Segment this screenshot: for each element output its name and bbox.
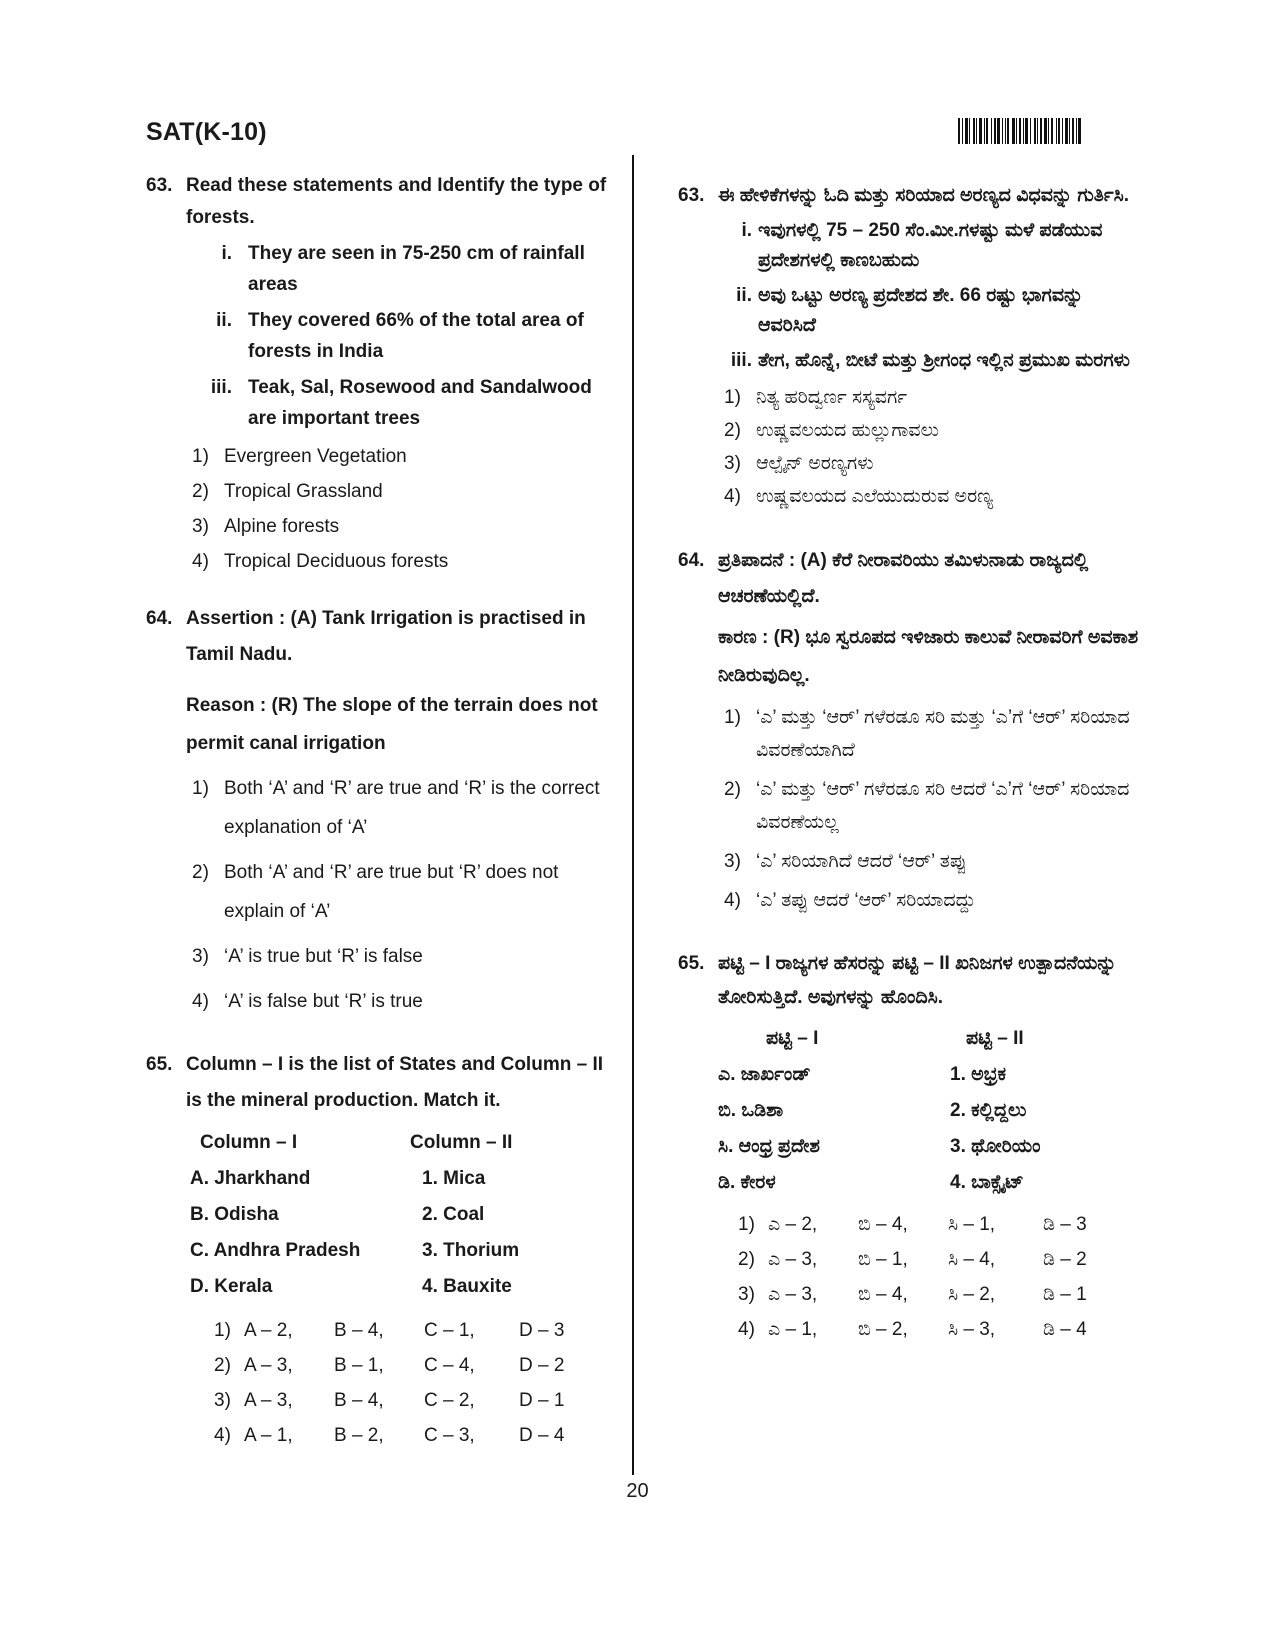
option-number: 1) bbox=[738, 1214, 755, 1235]
statement-number: iii. bbox=[210, 377, 232, 398]
statement-item bbox=[718, 281, 1146, 341]
statement-item bbox=[718, 346, 1146, 376]
option-number: 2) bbox=[724, 420, 741, 441]
match-column-1-cell: D. Kerala bbox=[190, 1276, 273, 1297]
combination-option bbox=[214, 1383, 611, 1418]
option-number: 2) bbox=[192, 481, 209, 502]
option-number: 4) bbox=[724, 890, 741, 911]
combo-b: B – 4, bbox=[334, 1320, 384, 1341]
option-number: 1) bbox=[192, 778, 209, 799]
question-65-english bbox=[146, 1047, 611, 1453]
question-stem: ಪಟ್ಟಿ – I ರಾಜ್ಯಗಳ ಹೆಸರನ್ನು ಪಟ್ಟಿ – II ಖನಿಜಗಳ ಉತ್ಪಾದನೆಯನ್ನು ತೋರಿಸುತ್ತಿದೆ. ಅವುಗಳನ್ನು ಹೊಂದಿಸಿ. bbox=[718, 953, 1117, 1008]
option-item bbox=[186, 982, 611, 1021]
combo-d: ಡಿ – 1 bbox=[1043, 1284, 1087, 1305]
match-column-2-cell: 3. Thorium bbox=[422, 1240, 520, 1261]
match-table bbox=[718, 1057, 1146, 1201]
option-item bbox=[186, 509, 611, 544]
match-row bbox=[718, 1165, 1146, 1201]
option-number: 2) bbox=[214, 1355, 231, 1376]
statement-text: They covered 66% of the total area of forests in India bbox=[248, 310, 584, 362]
combo-c: ಸಿ – 2, bbox=[948, 1284, 996, 1305]
column-divider bbox=[632, 155, 634, 1475]
option-text: Tropical Deciduous forests bbox=[224, 551, 449, 572]
question-63-kannada bbox=[678, 180, 1146, 513]
option-list bbox=[186, 769, 611, 1021]
statement-text: ತೇಗ, ಹೊನ್ನೆ, ಬೀಟೆ ಮತ್ತು ಶ್ರೀಗಂಧ ಇಲ್ಲಿನ ಪ್ರಮುಖ ಮರಗಳು bbox=[758, 350, 1130, 371]
reason-text: Reason : (R) The slope of the terrain does not permit canal irrigation bbox=[186, 695, 598, 754]
column-1-header: ಪಟ್ಟಿ – I bbox=[766, 1028, 819, 1049]
page-header-title: SAT(K-10) bbox=[146, 118, 267, 146]
option-list bbox=[186, 439, 611, 579]
option-number: 3) bbox=[724, 851, 741, 872]
combo-c: C – 1, bbox=[424, 1320, 475, 1341]
option-number: 1) bbox=[724, 707, 741, 728]
match-column-1-cell: ಡಿ. ಕೇರಳ bbox=[718, 1172, 776, 1193]
statement-item bbox=[186, 238, 611, 300]
english-column bbox=[146, 170, 611, 1453]
option-number: 3) bbox=[192, 946, 209, 967]
combination-option bbox=[738, 1242, 1146, 1277]
option-number: 4) bbox=[738, 1319, 755, 1340]
match-row bbox=[150, 1161, 611, 1197]
option-number: 4) bbox=[724, 486, 741, 507]
option-number: 2) bbox=[738, 1249, 755, 1270]
combo-c: ಸಿ – 1, bbox=[948, 1214, 996, 1235]
option-number: 4) bbox=[192, 551, 209, 572]
combo-b: B – 1, bbox=[334, 1355, 384, 1376]
combo-c: ಸಿ – 4, bbox=[948, 1249, 996, 1270]
match-column-1-cell: ಬಿ. ಒಡಿಶಾ bbox=[718, 1100, 784, 1121]
question-64-english bbox=[146, 601, 611, 1021]
question-number: 65. bbox=[678, 953, 705, 974]
question-64-kannada bbox=[678, 543, 1146, 917]
question-stem: Read these statements and Identify the type of forests. bbox=[186, 175, 607, 228]
option-item bbox=[186, 439, 611, 474]
combo-b: ಬಿ – 1, bbox=[858, 1249, 908, 1270]
option-item bbox=[186, 474, 611, 509]
option-item bbox=[718, 845, 1146, 878]
combination-options bbox=[718, 1207, 1146, 1347]
match-row bbox=[150, 1233, 611, 1269]
combination-option bbox=[214, 1348, 611, 1383]
combo-a: A – 1, bbox=[244, 1425, 293, 1446]
option-text: ನಿತ್ಯ ಹರಿದ್ವರ್ಣ ಸಸ್ಯವರ್ಗ bbox=[756, 387, 908, 408]
combo-c: C – 3, bbox=[424, 1425, 475, 1446]
option-item bbox=[718, 414, 1146, 447]
column-1-header: Column – I bbox=[200, 1132, 298, 1153]
option-number: 4) bbox=[192, 991, 209, 1012]
combo-a: ಎ – 3, bbox=[768, 1249, 818, 1270]
question-number: 63. bbox=[678, 185, 705, 206]
option-item bbox=[718, 447, 1146, 480]
combination-option bbox=[214, 1418, 611, 1453]
match-column-2-cell: 3. ಥೋರಿಯಂ bbox=[950, 1136, 1041, 1157]
match-column-2-cell: 4. Bauxite bbox=[422, 1276, 512, 1297]
combination-option bbox=[214, 1313, 611, 1348]
option-item bbox=[186, 937, 611, 976]
match-table bbox=[150, 1161, 611, 1305]
option-item bbox=[718, 480, 1146, 513]
column-2-header: ಪಟ್ಟಿ – II bbox=[966, 1028, 1024, 1049]
match-row bbox=[718, 1057, 1146, 1093]
question-63-english bbox=[146, 170, 611, 579]
option-number: 3) bbox=[192, 516, 209, 537]
option-text: ಉಷ್ಣವಲಯದ ಎಲೆಯುದುರುವ ಅರಣ್ಯ bbox=[756, 486, 994, 507]
question-number: 64. bbox=[678, 550, 705, 571]
option-text: Evergreen Vegetation bbox=[224, 446, 407, 467]
statement-list bbox=[186, 238, 611, 434]
combination-option bbox=[738, 1312, 1146, 1347]
combo-a: A – 3, bbox=[244, 1390, 293, 1411]
statement-text: ಇವುಗಳಲ್ಲಿ 75 – 250 ಸೆಂ.ಮೀ.ಗಳಷ್ಟು ಮಳೆ ಪಡೆಯುವ ಪ್ರದೇಶಗಳಲ್ಲಿ ಕಾಣಬಹುದು bbox=[758, 220, 1103, 271]
question-number: 63. bbox=[146, 175, 173, 196]
option-text: ‘A’ is true but ‘R’ is false bbox=[224, 946, 423, 967]
match-table-header bbox=[718, 1021, 1146, 1057]
option-text: Both ‘A’ and ‘R’ are true and ‘R’ is the correct explanation of ‘A’ bbox=[224, 778, 600, 838]
combination-option bbox=[738, 1277, 1146, 1312]
match-column-2-cell: 1. Mica bbox=[422, 1168, 486, 1189]
option-item bbox=[186, 544, 611, 579]
column-2-header: Column – II bbox=[410, 1132, 513, 1153]
question-number: 64. bbox=[146, 608, 173, 629]
assertion-text: ಪ್ರತಿಪಾದನೆ : (A) ಕೆರೆ ನೀರಾವರಿಯು ತಮಿಳುನಾಡು ರಾಜ್ಯದಲ್ಲಿ ಆಚರಣೆಯಲ್ಲಿದೆ. bbox=[718, 550, 1089, 607]
match-table-header bbox=[164, 1125, 611, 1161]
option-item bbox=[718, 381, 1146, 414]
combo-b: B – 2, bbox=[334, 1425, 384, 1446]
match-row bbox=[150, 1197, 611, 1233]
match-column-1-cell: ಸಿ. ಆಂಧ್ರ ಪ್ರದೇಶ bbox=[718, 1136, 820, 1157]
match-column-2-cell: 1. ಅಭ್ರಕ bbox=[950, 1064, 1007, 1085]
option-item bbox=[186, 853, 611, 931]
combo-d: ಡಿ – 3 bbox=[1043, 1214, 1087, 1235]
option-number: 1) bbox=[214, 1320, 231, 1341]
statement-item bbox=[186, 372, 611, 434]
combo-d: ಡಿ – 2 bbox=[1043, 1249, 1087, 1270]
combo-c: ಸಿ – 3, bbox=[948, 1319, 996, 1340]
match-column-1-cell: C. Andhra Pradesh bbox=[190, 1240, 361, 1261]
option-number: 2) bbox=[724, 779, 741, 800]
combo-d: ಡಿ – 4 bbox=[1043, 1319, 1087, 1340]
option-number: 1) bbox=[192, 446, 209, 467]
statement-item bbox=[718, 216, 1146, 276]
combo-d: D – 2 bbox=[519, 1355, 565, 1376]
option-text: ‘A’ is false but ‘R’ is true bbox=[224, 991, 423, 1012]
combination-options bbox=[186, 1313, 611, 1453]
statement-number: ii. bbox=[736, 285, 752, 306]
option-list bbox=[718, 381, 1146, 513]
option-item bbox=[718, 701, 1146, 767]
question-65-kannada bbox=[678, 947, 1146, 1347]
question-stem: ಈ ಹೇಳಿಕೆಗಳನ್ನು ಓದಿ ಮತ್ತು ಸರಿಯಾದ ಅರಣ್ಯದ ವಿಧವನ್ನು ಗುರ್ತಿಸಿ. bbox=[718, 185, 1130, 206]
page-number: 20 bbox=[626, 1480, 649, 1502]
combo-d: D – 4 bbox=[519, 1425, 565, 1446]
combo-c: C – 4, bbox=[424, 1355, 475, 1376]
option-text: Tropical Grassland bbox=[224, 481, 383, 502]
combo-d: D – 3 bbox=[519, 1320, 565, 1341]
option-text: ಉಷ್ಣವಲಯದ ಹುಲ್ಲುಗಾವಲು bbox=[756, 420, 939, 441]
statement-number: i. bbox=[741, 220, 752, 241]
statement-text: They are seen in 75-250 cm of rainfall areas bbox=[248, 243, 585, 295]
option-text: ‘ಎ’ ಸರಿಯಾಗಿದೆ ಆದರೆ ‘ಆರ್’ ತಪ್ಪು bbox=[756, 851, 967, 872]
combo-a: A – 2, bbox=[244, 1320, 293, 1341]
combo-c: C – 2, bbox=[424, 1390, 475, 1411]
statement-number: i. bbox=[221, 243, 232, 264]
reason-text: ಕಾರಣ : (R) ಭೂ ಸ್ವರೂಪದ ಇಳಿಜಾರು ಕಾಲುವೆ ನೀರಾವರಿಗೆ ಅವಕಾಶ ನೀಡಿರುವುದಿಲ್ಲ. bbox=[718, 627, 1139, 686]
match-row bbox=[718, 1129, 1146, 1165]
match-column-2-cell: 4. ಬಾಕ್ಸೈಟ್ bbox=[950, 1172, 1024, 1193]
statement-item bbox=[186, 305, 611, 367]
match-column-2-cell: 2. Coal bbox=[422, 1204, 485, 1225]
option-number: 2) bbox=[192, 862, 209, 883]
option-item bbox=[186, 769, 611, 847]
option-text: ‘ಎ’ ಮತ್ತು ‘ಆರ್’ ಗಳೆರಡೂ ಸರಿ ಆದರೆ ‘ಎ’ಗೆ ‘ಆರ್’ ಸರಿಯಾದ ವಿವರಣೆಯಲ್ಲ bbox=[756, 779, 1130, 833]
kannada-column bbox=[678, 180, 1146, 1347]
question-stem: Column – I is the list of States and Column – II is the mineral production. Match it. bbox=[186, 1054, 603, 1111]
option-item bbox=[718, 884, 1146, 917]
assertion-text: Assertion : (A) Tank Irrigation is practised in Tamil Nadu. bbox=[186, 608, 586, 665]
match-column-1-cell: A. Jharkhand bbox=[190, 1168, 311, 1189]
option-text: ‘ಎ’ ತಪ್ಪು ಆದರೆ ‘ಆರ್’ ಸರಿಯಾದದ್ದು bbox=[756, 890, 976, 911]
statement-list bbox=[718, 216, 1146, 376]
question-number: 65. bbox=[146, 1054, 173, 1075]
option-number: 3) bbox=[214, 1390, 231, 1411]
combo-a: A – 3, bbox=[244, 1355, 293, 1376]
match-row bbox=[718, 1093, 1146, 1129]
option-item bbox=[718, 773, 1146, 839]
option-list bbox=[718, 701, 1146, 917]
combination-option bbox=[738, 1207, 1146, 1242]
match-column-1-cell: B. Odisha bbox=[190, 1204, 279, 1225]
option-text: ‘ಎ’ ಮತ್ತು ‘ಆರ್’ ಗಳೆರಡೂ ಸರಿ ಮತ್ತು ‘ಎ’ಗೆ ‘ಆರ್’ ಸರಿಯಾದ ವಿವರಣೆಯಾಗಿದೆ bbox=[756, 707, 1130, 761]
combo-a: ಎ – 3, bbox=[768, 1284, 818, 1305]
combo-a: ಎ – 1, bbox=[768, 1319, 818, 1340]
option-text: Both ‘A’ and ‘R’ are true but ‘R’ does not explain of ‘A’ bbox=[224, 862, 559, 922]
combo-d: D – 1 bbox=[519, 1390, 565, 1411]
match-column-2-cell: 2. ಕಲ್ಲಿದ್ದಲು bbox=[950, 1100, 1027, 1121]
statement-number: iii. bbox=[730, 350, 752, 371]
barcode-image bbox=[958, 118, 1130, 144]
match-row bbox=[150, 1269, 611, 1305]
option-number: 1) bbox=[724, 387, 741, 408]
combo-b: B – 4, bbox=[334, 1390, 384, 1411]
option-text: ಆಲ್ಪೈನ್ ಅರಣ್ಯಗಳು bbox=[756, 453, 874, 474]
combo-b: ಬಿ – 2, bbox=[858, 1319, 908, 1340]
combo-b: ಬಿ – 4, bbox=[858, 1284, 908, 1305]
combo-a: ಎ – 2, bbox=[768, 1214, 818, 1235]
statement-number: ii. bbox=[216, 310, 232, 331]
option-text: Alpine forests bbox=[224, 516, 340, 537]
option-number: 3) bbox=[738, 1284, 755, 1305]
statement-text: Teak, Sal, Rosewood and Sandalwood are important trees bbox=[248, 377, 592, 429]
statement-text: ಅವು ಒಟ್ಟು ಅರಣ್ಯ ಪ್ರದೇಶದ ಶೇ. 66 ರಷ್ಟು ಭಾಗವನ್ನು ಆವರಿಸಿದೆ bbox=[758, 285, 1084, 336]
combo-b: ಬಿ – 4, bbox=[858, 1214, 908, 1235]
option-number: 3) bbox=[724, 453, 741, 474]
match-column-1-cell: ಎ. ಜಾರ್ಖಂಡ್ bbox=[718, 1064, 811, 1085]
option-number: 4) bbox=[214, 1425, 231, 1446]
